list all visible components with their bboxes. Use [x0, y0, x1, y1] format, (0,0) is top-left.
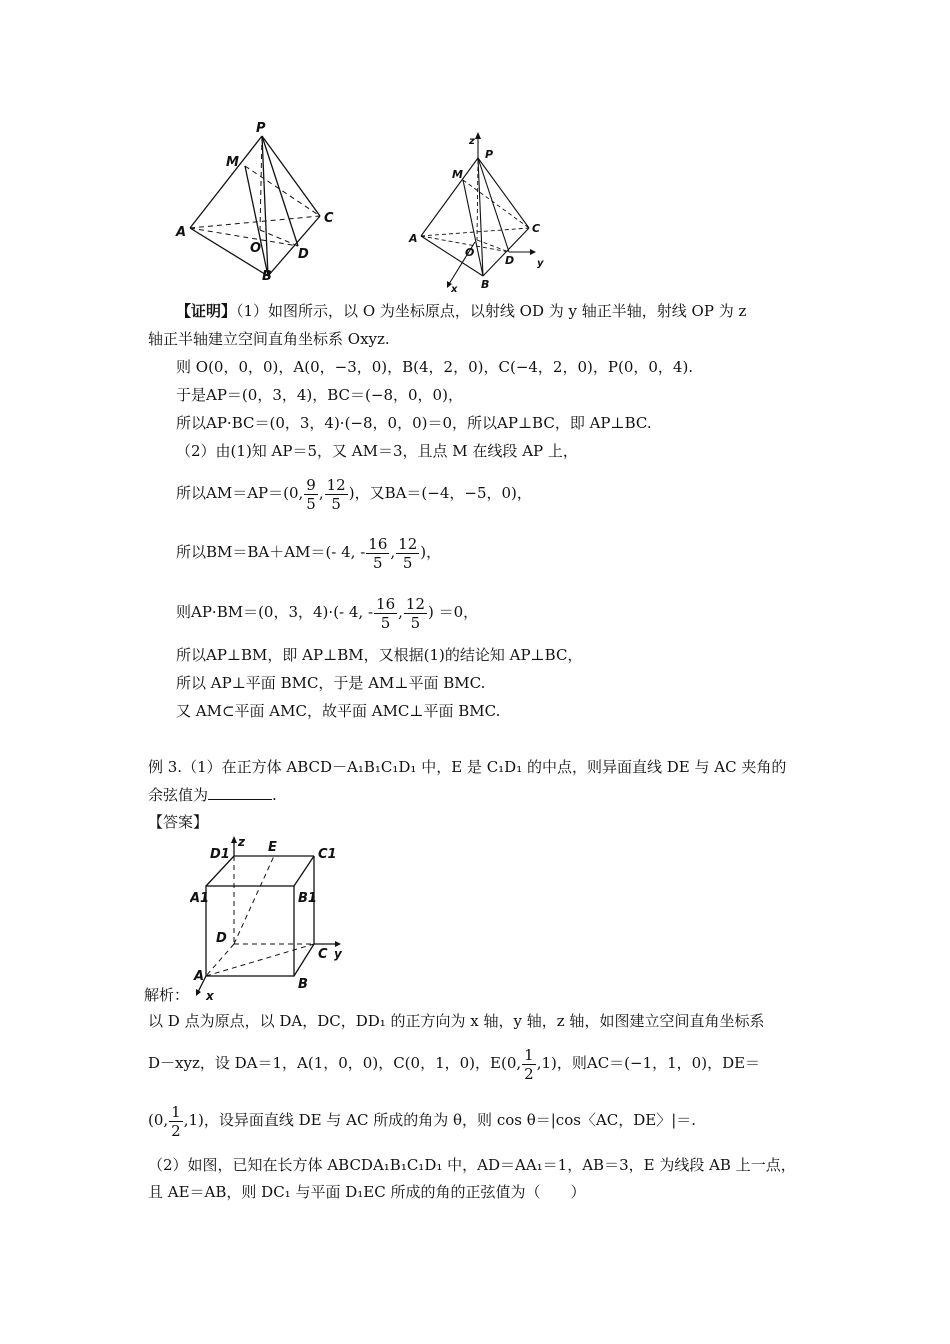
- fig1-label-o: O: [250, 241, 262, 256]
- proof-line-5: 所以AP·BC＝(0，3，4)·(−8，0，0)＝0，所以AP⊥BC，即 AP⊥BC.: [176, 414, 652, 432]
- proof-line-10: 所以AP⊥BM，即 AP⊥BM，又根据(1)的结论知 AP⊥BC，: [176, 646, 583, 664]
- fig3-label-d1: D1: [210, 847, 230, 862]
- fig3-label-x: x: [206, 989, 214, 1003]
- proof-heading: 【证明】: [176, 302, 237, 320]
- fig2-label-m: M: [452, 168, 463, 181]
- fig2-label-d: D: [505, 254, 515, 267]
- answer-blank: [208, 785, 272, 800]
- proof-line-7: 所以AM＝AP＝(0, $\frac{9}{5}$ , $\frac{12}{5}$ )，又BA＝(−4，−5，0)，: [176, 475, 532, 513]
- fig1-label-p: P: [256, 121, 266, 136]
- proof-line-9: 则AP·BM＝(0，3，4)·(- 4, - $\frac{16}{5}$ , $\frac{12}{5}$ ) ＝0，: [176, 594, 479, 632]
- fig2-label-o: O: [465, 246, 475, 259]
- fig2-label-p: P: [485, 148, 494, 161]
- fraction-12-5: $\frac{12}{5}$: [326, 475, 346, 513]
- fig1-label-a: A: [176, 225, 187, 240]
- proof-line-3: 则 O(0，0，0)，A(0，−3，0)，B(4，2，0)，C(−4，2，0)，P(0，0，4).: [176, 358, 694, 376]
- jiexi-label: 解析：: [144, 986, 190, 1004]
- fig1-label-m: M: [226, 155, 239, 170]
- fraction-16-5: $\frac{16}{5}$: [368, 534, 388, 572]
- example3-question-1: 例 3.（1）在正方体 ABCD－A₁B₁C₁D₁ 中，E 是 C₁D₁ 的中点，则异面直线 DE 与 AC 夹角的: [148, 758, 787, 776]
- fig2-label-y: y: [537, 258, 544, 269]
- solution-line-1: 以 D 点为原点，以 DA，DC，DD₁ 的正方向为 x 轴，y 轴，z 轴，如图建立空间直角坐标系: [148, 1012, 765, 1030]
- fig2-label-b: B: [481, 278, 490, 291]
- fraction-1-2: $\frac{1}{2}$: [524, 1045, 534, 1083]
- fraction-16-5-b: $\frac{16}{5}$: [376, 594, 396, 632]
- fig1-label-b: B: [262, 269, 272, 283]
- fig1-label-c: C: [324, 211, 334, 226]
- pyramid-figure: [170, 118, 350, 283]
- solution-line-2: D－xyz，设 DA＝1，A(1，0，0)，C(0，1，0)，E(0, $\frac{1}{2}$ ,1)，则AC＝(−1，1，0)，DE＝: [148, 1045, 761, 1083]
- fraction-1-2-b: $\frac{1}{2}$: [171, 1102, 181, 1140]
- fig3-label-c1: C1: [318, 847, 337, 862]
- example3-question-4: 且 AE＝AB，则 DC₁ 与平面 D₁EC 所成的角的正弦值为（ ）: [148, 1183, 586, 1201]
- cube-figure: [190, 834, 360, 1004]
- fig3-label-a1: A1: [190, 891, 210, 906]
- solution-line-3: (0, $\frac{1}{2}$ ,1)，设异面直线 DE 与 AC 所成的角为 θ，则 cos θ＝|cos〈AC，DE〉|＝.: [148, 1102, 697, 1140]
- fraction-9-5: $\frac{9}{5}$: [306, 475, 316, 513]
- fig2-label-z: z: [469, 136, 475, 147]
- pyramid-axes-figure: [405, 132, 560, 294]
- example3-question-3: （2）如图，已知在长方体 ABCDA₁B₁C₁D₁ 中，AD＝AA₁＝1，AB＝3，E 为线段 AB 上一点，: [148, 1156, 796, 1174]
- fig3-label-y: y: [334, 947, 342, 961]
- fig3-label-c: C: [318, 947, 328, 962]
- fig3-label-a: A: [194, 969, 205, 984]
- fig2-label-c: C: [532, 222, 541, 235]
- proof-line-4: 于是AP＝(0，3，4)，BC＝(−8，0，0)，: [176, 386, 463, 404]
- proof-line-8: 所以BM＝BA＋AM＝(- 4, - $\frac{16}{5}$ , $\frac{12}{5}$ )，: [176, 534, 442, 572]
- fig3-label-d: D: [216, 931, 227, 946]
- fig2-label-a: A: [409, 232, 418, 245]
- proof-line-12: 又 AM⊂平面 AMC，故平面 AMC⊥平面 BMC.: [176, 702, 501, 720]
- fig3-label-e: E: [268, 840, 277, 855]
- fig3-label-b1: B1: [298, 891, 317, 906]
- fig3-label-b: B: [298, 977, 308, 992]
- proof-line-6: （2）由(1)知 AP＝5，又 AM＝3，且点 M 在线段 AP 上，: [176, 442, 578, 460]
- proof-line-2: 轴正半轴建立空间直角坐标系 Oxyz.: [148, 330, 390, 348]
- fraction-12-5-c: $\frac{12}{5}$: [405, 594, 425, 632]
- example3-question-2: 余弦值为 .: [148, 786, 277, 804]
- fig2-label-x: x: [451, 284, 458, 294]
- proof-line-1: 【证明】（1）如图所示，以 O 为坐标原点，以射线 OD 为 y 轴正半轴，射线 OP 为 z: [176, 302, 747, 320]
- answer-heading: 【答案】: [148, 813, 209, 831]
- fig3-label-z: z: [238, 835, 245, 849]
- fraction-12-5-b: $\frac{12}{5}$: [398, 534, 418, 572]
- proof-line-11: 所以 AP⊥平面 BMC，于是 AM⊥平面 BMC.: [176, 674, 486, 692]
- fig1-label-d: D: [298, 247, 309, 262]
